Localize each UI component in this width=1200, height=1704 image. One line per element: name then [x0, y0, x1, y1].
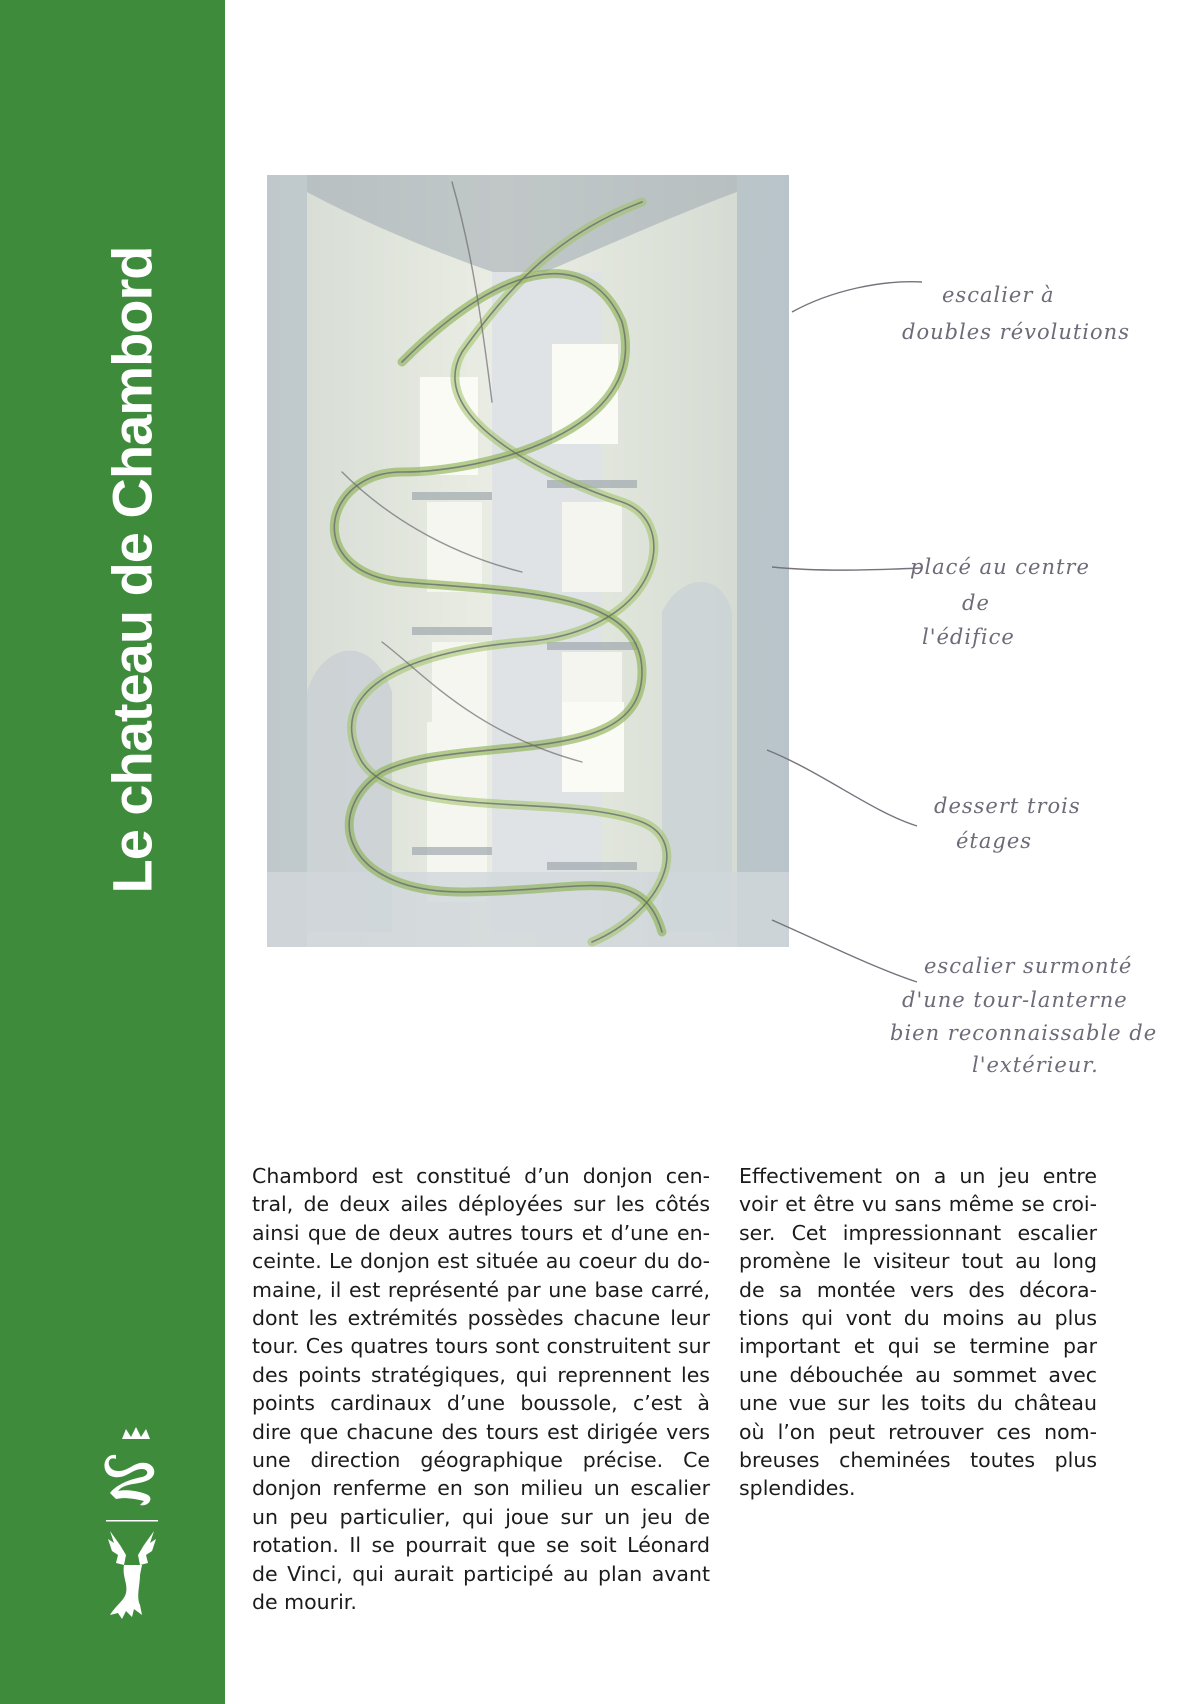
body-text-left: Chambord est constitué d’un donjon central, de deux ailes déployées sur les côtés ainsi que de deux autres tours et d’une enceinte. Le donjon est située au coeur du domaine, il est représenté par une base carré, dont les extrémités possèdes chacune leur tour. Ces quatres tours sont construitent sur des points stratégiques, qui reprennent les points cardinaux d’une boussole, c’est à dire que chacune des tours est dirigée vers une direction géographique précise. Ce donjon renferme en son milieu un escalier un peu particulier, qui joue sur un jeu de rotation. Il se pourrait que se soit Léonard de Vinci, qui aurait participé au plan avant de mourir. — [252, 1164, 710, 1615]
svg-text:escalier à: escalier à — [942, 283, 1055, 307]
annotation-1 — [902, 283, 1130, 344]
leader-lines — [767, 282, 922, 982]
body-text-right: Effectivement on a un jeu entre voir et être vu sans même se croiser. Cet impressionnant escalier promène le visiteur tout au long de sa montée vers des décorations qui vont du moins au plus important et qui se termine par une débouchée au sommet avec une vue sur les toits du château où l’on peut retrouver ces nombreuses cheminées toutes plus splendides. — [739, 1164, 1097, 1501]
annotation-2 — [910, 555, 1090, 649]
page-title: Le chateau de Chambord — [100, 246, 164, 894]
crowned-salamander-icon — [104, 1427, 154, 1505]
staircase-sketch — [262, 172, 1158, 1092]
annotation-4 — [890, 954, 1157, 1077]
svg-text:placé au centre: placé au centre — [910, 555, 1090, 579]
emblem-divider — [106, 1520, 158, 1522]
svg-text:de: de — [962, 591, 990, 615]
green-sidebar — [0, 0, 225, 1704]
svg-text:l'extérieur.: l'extérieur. — [972, 1053, 1099, 1077]
svg-text:d'une tour-lanterne: d'une tour-lanterne — [902, 988, 1128, 1012]
svg-text:bien reconnaissable de: bien reconnaissable de — [890, 1021, 1158, 1045]
svg-text:dessert trois: dessert trois — [934, 794, 1081, 818]
svg-text:doubles révolutions: doubles révolutions — [902, 320, 1130, 344]
chambord-emblem — [96, 1425, 168, 1625]
svg-text:étages: étages — [956, 829, 1033, 853]
annotation-3 — [934, 794, 1081, 853]
svg-text:escalier surmonté: escalier surmonté — [924, 954, 1133, 978]
stag-icon — [108, 1531, 156, 1619]
svg-text:l'édifice: l'édifice — [922, 625, 1015, 649]
